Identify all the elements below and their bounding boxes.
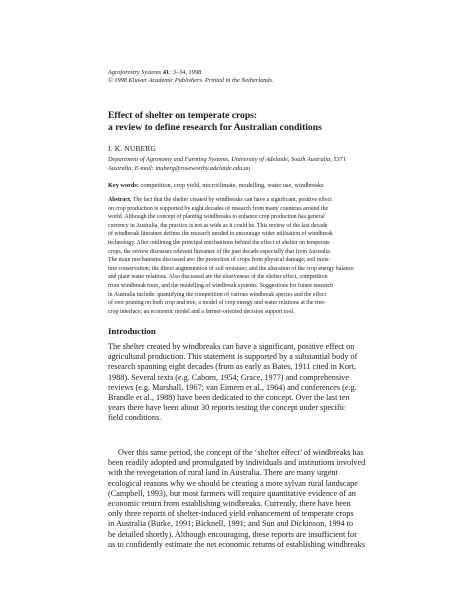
abstract-line: currency in Australia, the practice is not as wide as it could be. This review of the last decade bbox=[108, 222, 328, 229]
abstract-line: crops, the review discusses relevant literature of the past decade especially that from Australia. bbox=[108, 248, 332, 255]
abstract-line: on crop production is supported by eight decades of research from many countries around the bbox=[108, 205, 329, 212]
abstract-line: ture conservation; the direct augmentation of soil moisture; and the alteration of the crop energy balance bbox=[108, 265, 354, 272]
intro-paragraph-1 bbox=[108, 342, 374, 424]
body-line: be detailed shortly). Although encouraging, these reports are insufficient for bbox=[108, 529, 357, 539]
body-line: field conditions. bbox=[108, 413, 162, 423]
body-line: years there have been about 30 reports testing the concept under specific bbox=[108, 403, 346, 413]
abstract-line: of windbreak literature defines the research needed to encourage wider utilisation of windbreak bbox=[108, 231, 333, 238]
journal-pages: : 3–34, 1998. bbox=[169, 69, 203, 76]
affiliation bbox=[108, 156, 408, 173]
keywords-text: competition, crop yield, microclimate, modelling, water use, windbreaks bbox=[140, 182, 324, 189]
abstract bbox=[108, 196, 374, 316]
title-line: Effect of shelter on temperate crops: bbox=[108, 110, 258, 121]
body-line: in Australia (Burke, 1991; Bicknell, 1991; and Sun and Dickinson, 1994 to bbox=[108, 519, 354, 529]
body-line: The shelter created by windbreaks can have a significant, positive effect on bbox=[108, 342, 355, 351]
body-line: us to confidently estimate the net economic returns of establishing windbreaks bbox=[108, 539, 365, 549]
abstract-text: The fact that the shelter created by windbreaks can have a significant, positive effect bbox=[131, 197, 332, 203]
abstract-label: Abstract. bbox=[108, 197, 132, 203]
abstract-line: technology. After outlining the principal mechanisms behind the effect of shelter on temperate bbox=[108, 239, 330, 246]
section-heading: Introduction bbox=[108, 326, 156, 336]
body-line: Over this same period, the concept of the ‘shelter effect’ of windbreaks has bbox=[118, 448, 364, 457]
abstract-line: from windbreak trees, and the modelling of windbreak systems. Suggestions for future research bbox=[108, 282, 334, 289]
journal-citation bbox=[108, 69, 408, 77]
body-line: economic return from establishing windbreaks. Currently, there have been bbox=[108, 499, 351, 509]
body-line: research spanning eight decades (from as early as Bates, 1911 cited in Kort, bbox=[108, 362, 356, 372]
intro-paragraph-2 bbox=[108, 448, 374, 550]
journal-name: Agroforestry Systems bbox=[108, 69, 162, 76]
abstract-line: world. Although the concept of planting windbreaks to enhance crop production has general bbox=[108, 214, 325, 221]
author-name: I. K. NUBERG bbox=[108, 144, 156, 153]
body-line: agricultural production. This statement is supported by a substantial body of bbox=[108, 352, 358, 362]
body-line: ecological reasons why we should be creating a more sylvan rural landscape bbox=[108, 478, 358, 488]
abstract-line: of root pruning on both crop and tree; a model of crop energy and water relations at the tree- bbox=[108, 300, 326, 307]
body-line: reviews (e.g. Marshall, 1967; van Eimern et al., 1964) and conferences (e.g. bbox=[108, 382, 357, 392]
body-line: been readily adopted and promulgated by individuals and institutions involved bbox=[108, 458, 366, 468]
abstract-line: and plant water relations. Also discussed are the elusiveness of the shelter effect, competition bbox=[108, 274, 328, 281]
keywords-label: Key words: bbox=[108, 182, 139, 189]
paper-title bbox=[108, 110, 408, 133]
body-line: (Campbell, 1993), but most farmers will require quantitative evidence of an bbox=[108, 488, 356, 498]
affiliation-line: Australia, E-mail: inuberg@roseworthy.adelaide.edu.au bbox=[108, 164, 251, 172]
abstract-line bbox=[108, 196, 374, 205]
journal-header bbox=[108, 69, 408, 85]
body-line: only three reports of shelter-induced yield enhancement of temperate crops bbox=[108, 509, 354, 519]
keywords bbox=[108, 182, 323, 189]
body-line: 1988). Several texts (e.g. Caborn, 1954; Grace, 1977) and comprehensive bbox=[108, 372, 350, 382]
abstract-line: The main mechanisms discussed are: the protection of crops from physical damage; soil mois- bbox=[108, 257, 331, 264]
journal-copyright: © 1998 Kluwer Academic Publishers. Printed in the Netherlands. bbox=[108, 77, 274, 84]
body-line: with the revegetation of rural land in Australia. There are many urgent bbox=[108, 468, 338, 478]
affiliation-line: Department of Agronomy and Farming Systems, University of Adelaide, South Australia, 5371 bbox=[108, 156, 346, 163]
journal-volume: 41 bbox=[162, 69, 170, 76]
abstract-line: crop interface; an economic model and a farmer-oriented decision support tool. bbox=[108, 308, 295, 315]
body-line: Brandle et al., 1988) have been dedicated to the concept. Over the last ten bbox=[108, 393, 350, 403]
title-line: a review to define research for Australian conditions bbox=[108, 121, 322, 133]
abstract-line: in Australia include: quantifying the competition of various windbreak species and the effect bbox=[108, 291, 327, 298]
